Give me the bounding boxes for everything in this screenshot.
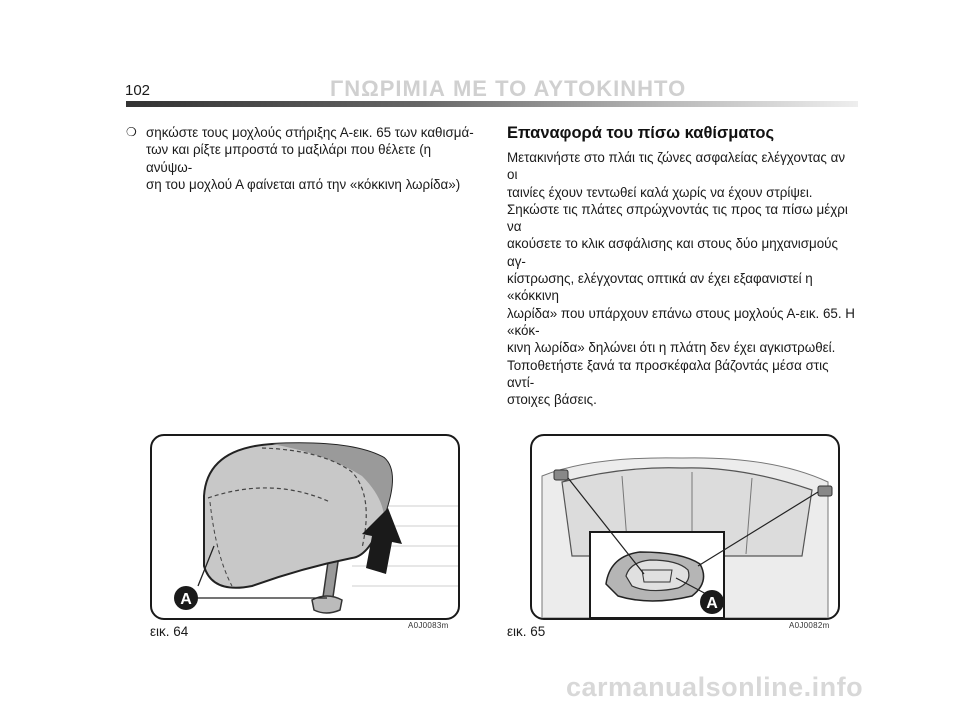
- text-line: ταινίες έχουν τεντωθεί καλά χωρίς να έχουν στρίψει.: [507, 184, 813, 200]
- figure-code: A0J0082m: [789, 621, 830, 630]
- text-line: των και ρίξτε μπροστά το μαξιλάρι που θέλετε (η ανύψω-: [146, 142, 432, 175]
- section-title: Επαναφορά του πίσω καθίσματος: [507, 124, 775, 142]
- figure-headrest: [150, 434, 460, 620]
- figure-rear-seat: [530, 434, 840, 620]
- figure-label: A: [706, 595, 718, 612]
- rear-seat-illustration: [532, 436, 838, 618]
- text-line: λωρίδα» που υπάρχουν επάνω στους μοχλούς Α-εικ. 65. Η «κόκ-: [507, 305, 855, 338]
- page-number: 102: [125, 82, 151, 99]
- figure-code: A0J0083m: [408, 621, 449, 630]
- text-line: Μετακινήστε στο πλάι τις ζώνες ασφαλείας ελέγχοντας αν οι: [507, 150, 846, 183]
- figure-caption: εικ. 65: [507, 624, 546, 639]
- headrest-illustration: [152, 436, 458, 618]
- figure-label: A: [180, 591, 192, 608]
- text-line: στοιχες βάσεις.: [507, 392, 597, 408]
- text-line: ση του μοχλού Α φαίνεται από την «κόκκινη λωρίδα»): [146, 176, 461, 192]
- figure-caption: εικ. 64: [150, 624, 189, 639]
- section-body: [507, 149, 859, 408]
- text-line: Τοποθετήστε ξανά τα προσκέφαλα βάζοντάς μέσα στις αντί-: [507, 357, 829, 390]
- text-line: ακούσετε το κλικ ασφάλισης και στους δύο μηχανισμούς αγ-: [507, 236, 838, 269]
- bullet-icon: ❍: [126, 125, 137, 139]
- text-line: κινη λωρίδα» δηλώνει ότι η πλάτη δεν έχει αγκιστρωθεί.: [507, 340, 836, 356]
- bullet-item: [126, 124, 478, 193]
- header-rule: [126, 101, 858, 107]
- watermark: carmanualsonline.info: [566, 672, 864, 702]
- chapter-title: ΓΝΩΡΙΜΙΑ ΜΕ ΤΟ ΑΥΤΟΚΙΝΗΤΟ: [330, 76, 687, 101]
- left-column: [126, 124, 478, 193]
- bullet-text: [146, 124, 478, 193]
- right-column: [507, 124, 859, 408]
- text-line: σηκώστε τους μοχλούς στήριξης Α-εικ. 65 των καθισμά-: [146, 125, 474, 140]
- text-line: κίστρωσης, ελέγχοντας οπτικά αν έχει εξαφανιστεί η «κόκκινη: [507, 271, 813, 304]
- text-line: Σηκώστε τις πλάτες σπρώχνοντάς τις προς τα πίσω μέχρι να: [507, 201, 848, 235]
